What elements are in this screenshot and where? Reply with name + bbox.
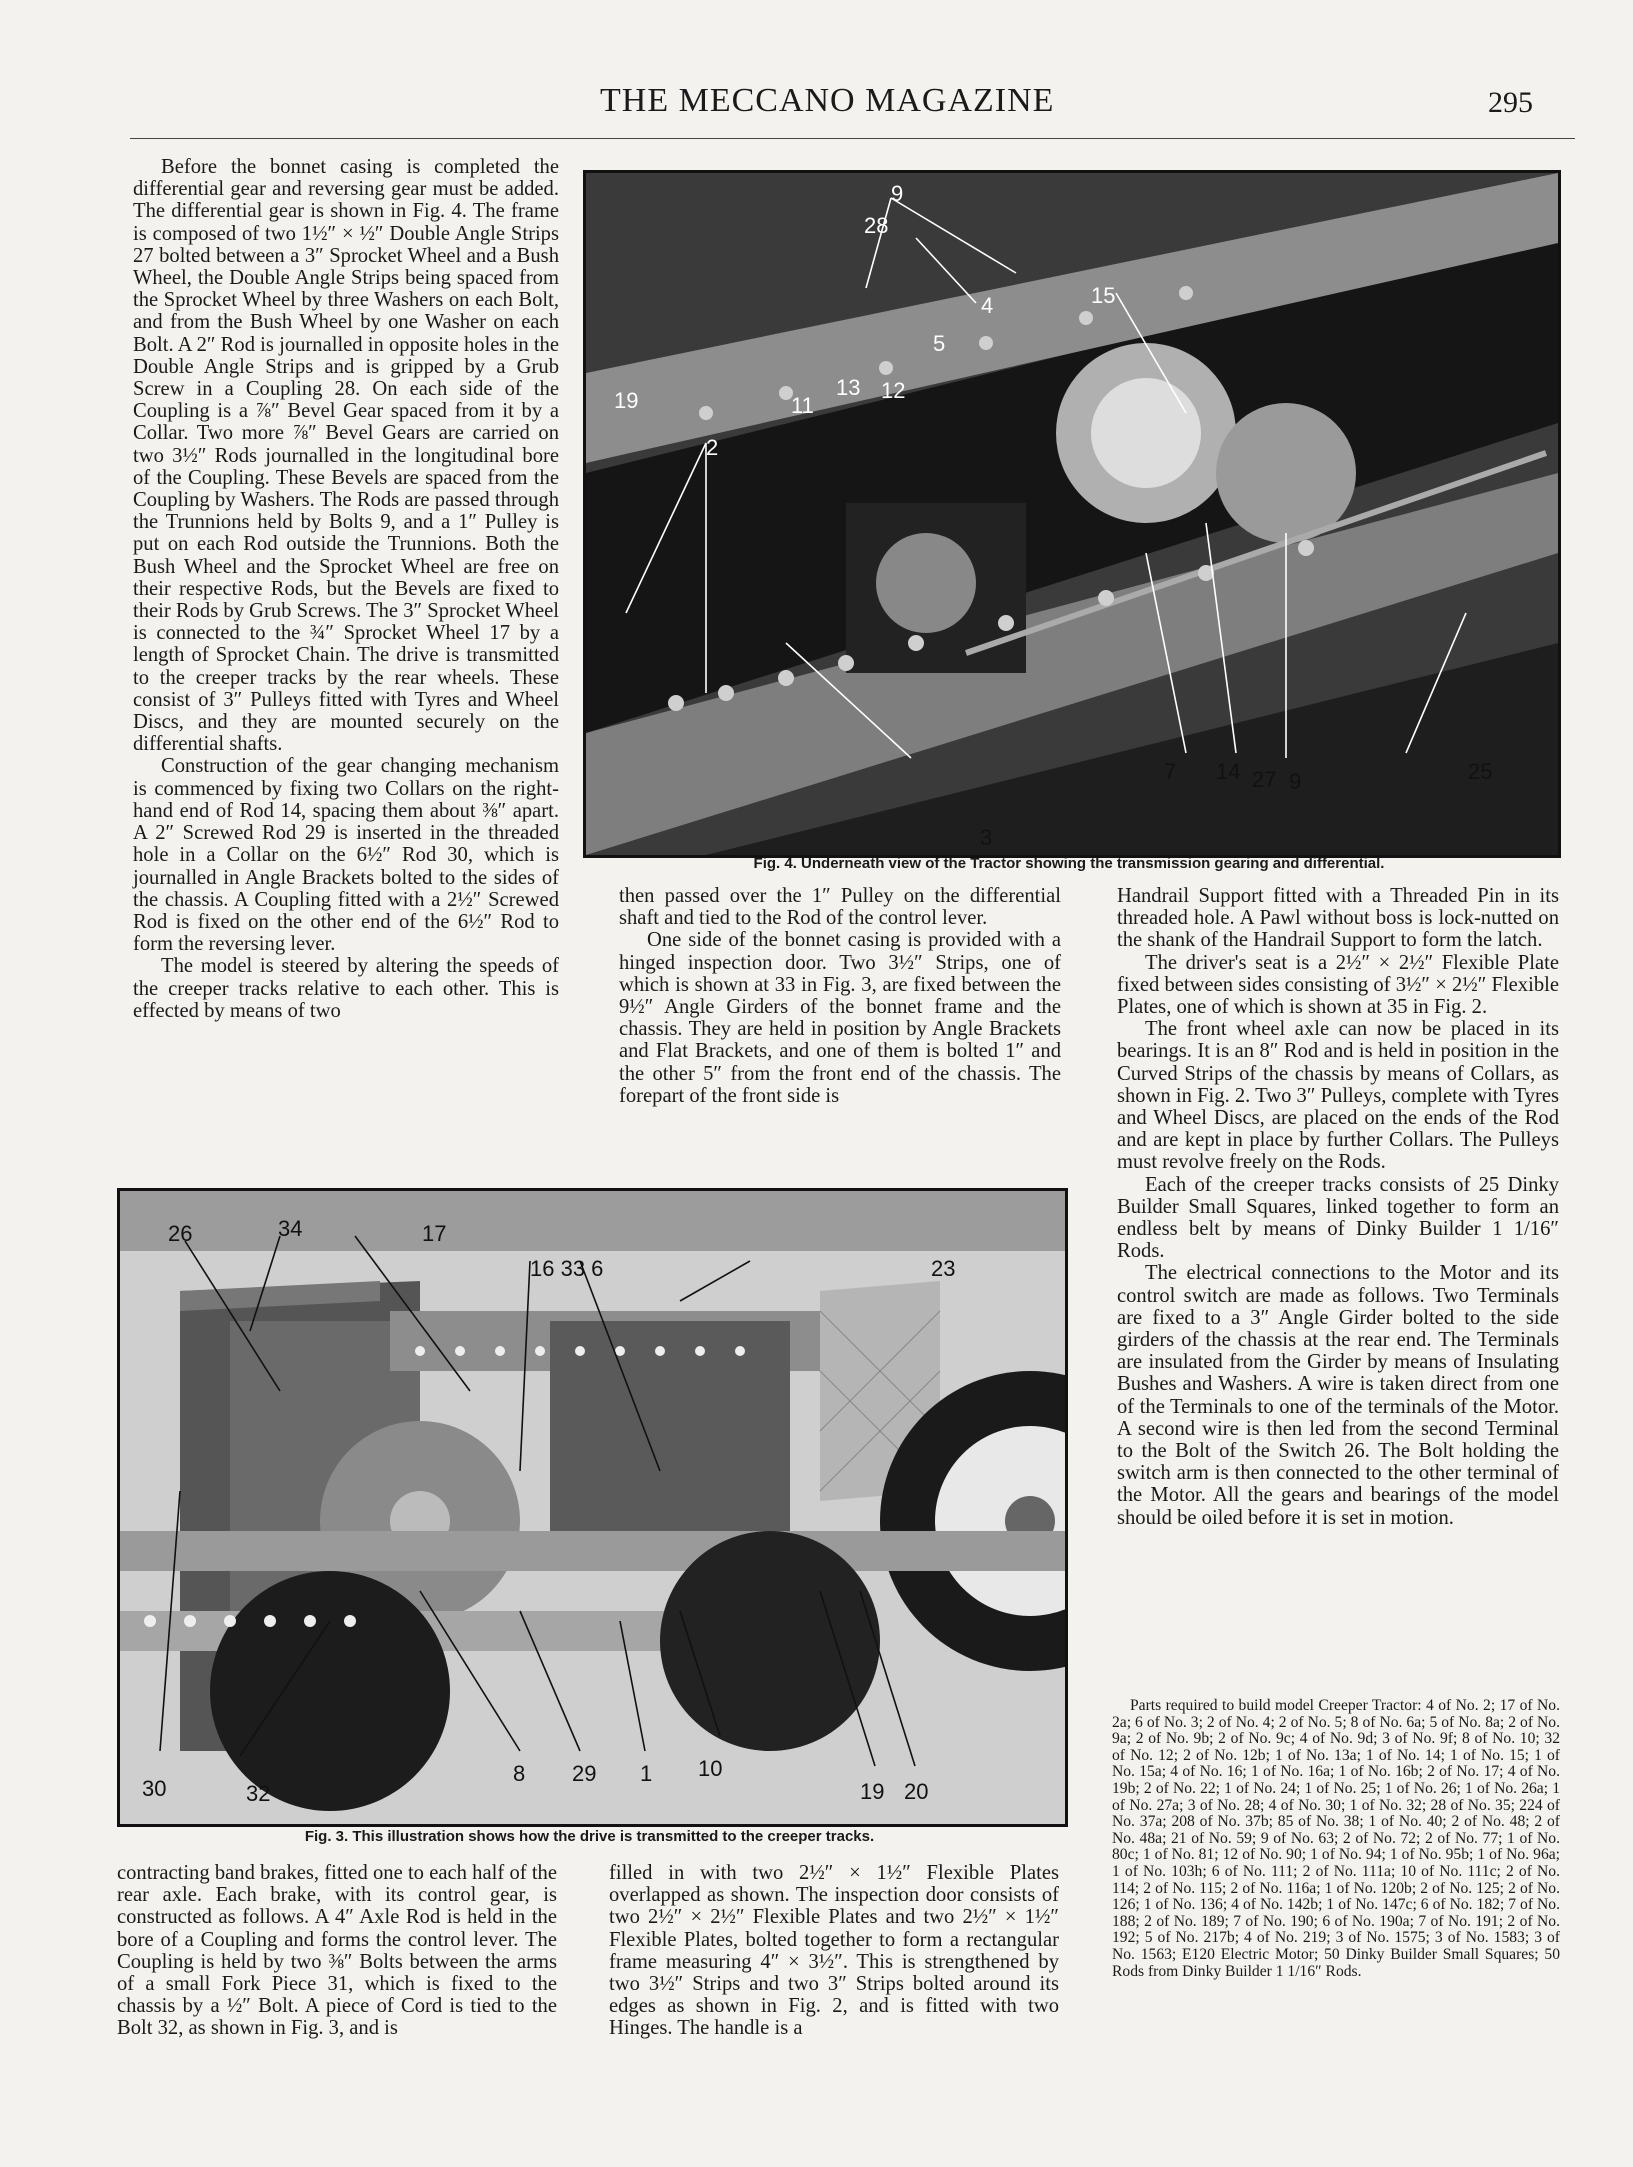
fig3-label: 19: [860, 1779, 885, 1804]
fig3-label: 32: [246, 1781, 271, 1806]
parts-list-text: Parts required to build model Creeper Tractor: 4 of No. 2; 17 of No. 2a; 6 of No. 3; 2 of No. 4; 2 of No. 5; 8 of No. 6a; 5 of No. 8a; 2 of No. 9a; 2 of No. 9b; 2 of No. 9c; 4 of No. 9d; 3 of No. 9f; 8 of No. 10; 32 of No. 12; 2 of No. 12b; 1 of No. 13a; 1 of No. 14; 1 of No. 15; 1 of No. 15a; 4 of No. 16; 1 of No. 16a; 1 of No. 16b; 2 of No. 17; 4 of No. 19b; 2 of No. 22; 1 of No. 24; 1 of No. 25; 1 of No. 26; 1 of No. 26a; 1 of No. 27a; 3 of No. 28; 4 of No. 30; 1 of No. 32; 28 of No. 35; 224 of No. 37a; 208 of No. 37b; 85 of No. 38; 1 of No. 40; 2 of No. 48; 2 of No. 48a; 21 of No. 59; 9 of No. 63; 2 of No. 72; 2 of No. 77; 1 of No. 80c; 1 of No. 81; 12 of No. 90; 1 of No. 94; 1 of No. 95b; 1 of No. 96a; 1 of No. 103h; 6 of No. 111; 2 of No. 111a; 10 of No. 111c; 2 of No. 114; 2 of No. 115; 2 of No. 116a; 1 of No. 120b; 2 of No. 125; 2 of No. 126; 1 of No. 136; 4 of No. 142b; 1 of No. 147c; 6 of No. 182; 7 of No. 188; 2 of No. 189; 7 of No. 190; 6 of No. 190a; 7 of No. 191; 2 of No. 192; 5 of No. 217b; 4 of No. 219; 3 of No. 1575; 3 of No. 1583; 3 of No. 1563; E120 Electric Motor; 50 Dinky Builder Small Squares; 50 Rods from Dinky Builder 1 1/16″ Rods.: [1112, 1697, 1560, 1980]
paragraph: The electrical connections to the Motor and its control switch are made as follows. Two Terminals are fixed to a 3″ Angle Girder bolted to the side girders of the chassis at the rear end. The Terminals are insulated from the Girder by means of Insulating Bushes and Washers. A wire is taken direct from one of the Terminals to one of the terminals of the Motor. A second wire is then led from the second Terminal to the Bolt of the Switch 26. The Bolt holding the switch arm is then connected to the other terminal of the Motor. All the gears and bearings of the model should be oiled before it is set in motion.: [1117, 1262, 1559, 1529]
fig4-label: 27: [1252, 767, 1277, 792]
figure-3-photo: [117, 1188, 1068, 1827]
fig4-label: 9: [891, 181, 904, 206]
fig4-label: 11: [791, 393, 814, 418]
paragraph: Each of the creeper tracks consists of 25 Dinky Builder Small Squares, linked together to form an endless belt by means of Dinky Builder 1 1/16″ Rods.: [1117, 1173, 1559, 1263]
fig4-label: 28: [864, 213, 889, 238]
fig3-label: 30: [142, 1776, 167, 1801]
magazine-title: THE MECCANO MAGAZINE: [600, 82, 1055, 119]
text-column-2: [619, 885, 1061, 1107]
text-column-bottom-2: [609, 1862, 1059, 2040]
paragraph: One side of the bonnet casing is provided with a hinged inspection door. Two 3½″ Strips, one of which is shown at 33 in Fig. 3, are fixed between the 9½″ Angle Girders of the bonnet frame and the chassis. They are held in position by Angle Brackets and Flat Brackets, and one of them is bolted 1″ and the other 5″ from the front end of the chassis. The forepart of the front side is: [619, 929, 1061, 1107]
text-column-bottom-1: [117, 1862, 557, 2040]
fig3-label: 17: [422, 1221, 447, 1246]
text-column-3: [1117, 885, 1559, 1529]
paragraph: Construction of the gear changing mechanism is commenced by fixing two Collars on the right-hand end of Rod 14, spacing them about ⅜″ apart. A 2″ Screwed Rod 29 is inserted in the threaded hole in a Collar on the 6½″ Rod 30, which is journalled in Angle Brackets bolted to the sides of the chassis. A Coupling fitted with a 2½″ Screwed Rod is fixed on the other end of the 6½″ Rod to form the reversing lever.: [133, 755, 559, 956]
fig4-label: 4: [981, 293, 994, 318]
fig4-label: 13: [836, 375, 861, 400]
fig4-label: 25: [1468, 759, 1493, 784]
page-number: 295: [1488, 86, 1533, 119]
fig3-label: 29: [572, 1761, 597, 1786]
fig4-label: 5: [933, 331, 946, 356]
paragraph: filled in with two 2½″ × 1½″ Flexible Plates overlapped as shown. The inspection door consists of two 2½″ × 2½″ Flexible Plates and two 2½″ × 1½″ Flexible Plates, bolted together to form a rectangular frame measuring 4″ × 3½″. This is strengthened by two 3½″ Strips and two 3″ Strips bolted around its edges as shown in Fig. 2, and is fitted with two Hinges. The handle is a: [609, 1862, 1059, 2040]
paragraph: Handrail Support fitted with a Threaded Pin in its threaded hole. A Pawl without boss is lock-nutted on the shank of the Handrail Support to form the latch.: [1117, 885, 1559, 952]
fig3-label: 34: [278, 1216, 303, 1241]
paragraph: The driver's seat is a 2½″ × 2½″ Flexible Plate fixed between sides consisting of 3½″ × 2½″ Flexible Plates, one of which is shown at 35 in Fig. 2.: [1117, 951, 1559, 1019]
fig3-label: 8: [513, 1761, 526, 1786]
text-column-1: [133, 156, 559, 1022]
figure-4-caption: Fig. 4. Underneath view of the Tractor showing the transmission gearing and differential.: [753, 855, 1385, 872]
paragraph: Before the bonnet casing is completed the differential gear and reversing gear must be added. The differential gear is shown in Fig. 4. The frame is composed of two 1½″ × ½″ Double Angle Strips 27 bolted between a 3″ Sprocket Wheel and a Bush Wheel, the Double Angle Strips being spaced from the Sprocket Wheel by three Washers on each Bolt, and from the Bush Wheel by one Washer on each Bolt. A 2″ Rod is journalled in opposite holes in the Double Angle Strips and is gripped by a Grub Screw in a Coupling 28. On each side of the Coupling is a ⅞″ Bevel Gear spaced from it by a Collar. Two more ⅞″ Bevel Gears are carried on two 3½″ Rods journalled in the longitudinal bore of the Coupling. These Bevels are spaced from the Coupling by Washers. The Rods are passed through the Trunnions held by Bolts 9, and a 1″ Pulley is put on each Rod outside the Trunnions. Both the Bush Wheel and the Sprocket Wheel are free on their respective Rods, but the Bevels are fixed to their Rods by Grub Screws. The 3″ Sprocket Wheel is connected to the ¾″ Sprocket Wheel 17 by a length of Sprocket Chain. The drive is transmitted to the creeper tracks by the rear wheels. These consist of 3″ Pulleys fitted with Tyres and Wheel Discs, and they are mounted securely on the differential shafts.: [133, 156, 559, 756]
parts-list: [1112, 1698, 1560, 1980]
figure-3-caption: Fig. 3. This illustration shows how the drive is transmitted to the creeper tracks.: [304, 1828, 875, 1845]
figure-4-photo: [583, 170, 1561, 858]
paragraph: contracting band brakes, fitted one to each half of the rear axle. Each brake, with its control gear, is constructed as follows. A 4″ Axle Rod is held in the bore of a Coupling and forms the control lever. The Coupling is held by two ⅜″ Bolts between the arms of a small Fork Piece 31, which is fixed to the chassis by a ½″ Bolt. A piece of Cord is tied to the Bolt 32, as shown in Fig. 3, and is: [117, 1862, 557, 2040]
fig3-label: 16 33 6: [530, 1256, 604, 1281]
fig4-label: 12: [881, 378, 906, 403]
fig4-label: 9: [1289, 769, 1302, 794]
paragraph: then passed over the 1″ Pulley on the differential shaft and tied to the Rod of the control lever.: [619, 885, 1061, 930]
fig4-label: 7: [1164, 759, 1177, 784]
fig4-label: 19: [614, 388, 639, 413]
header-rule: [130, 138, 1575, 139]
paragraph: The front wheel axle can now be placed in its bearings. It is an 8″ Rod and is held in position in the Curved Strips of the chassis by means of Collars, as shown in Fig. 2. Two 3″ Pulleys, complete with Tyres and Wheel Discs, are placed on the ends of the Rod and are kept in place by further Collars. The Pulleys must revolve freely on the Rods.: [1117, 1018, 1559, 1174]
paragraph: The model is steered by altering the speeds of the creeper tracks relative to each other. This is effected by means of two: [133, 955, 559, 1022]
fig4-label: 3: [980, 825, 993, 850]
fig4-label: 14: [1216, 759, 1241, 784]
fig4-label: 2: [706, 435, 719, 460]
fig3-label: 1: [640, 1761, 653, 1786]
fig3-label: 23: [931, 1256, 956, 1281]
fig3-label: 10: [698, 1756, 723, 1781]
fig4-label: 15: [1091, 283, 1116, 308]
fig3-label: 26: [168, 1221, 193, 1246]
fig3-label: 20: [904, 1779, 929, 1804]
